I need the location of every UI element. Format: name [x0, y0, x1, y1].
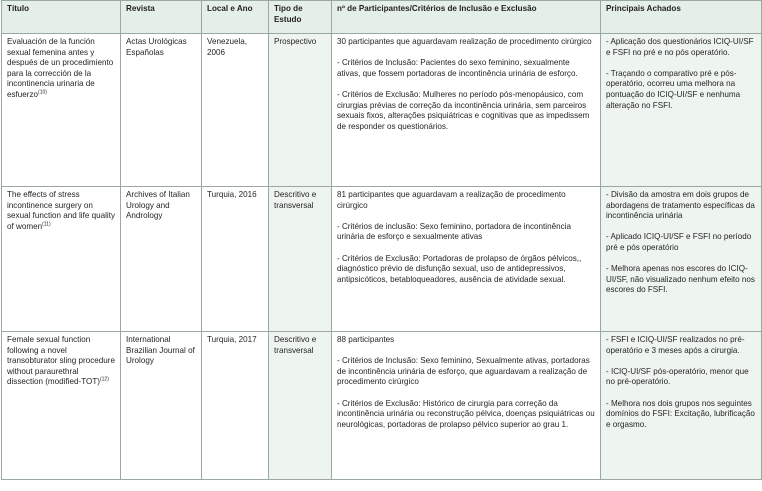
study-title: The effects of stress incontinence surgery on sexual function and life quality of women: [7, 190, 115, 231]
participants-count: 81 participantes que aguardavam a realização de procedimento cirúrgico: [337, 190, 566, 210]
exclusion-criteria: - Critérios de Exclusão: Portadoras de prolapso de órgãos pélvicos,, diagnóstico prévio de disfunção sexual, uso de antidepressivos, antipsicóticos, betabloqueadores, ausência de atividade sexual.: [337, 253, 582, 284]
location-cell: Turquia, 2016: [202, 187, 269, 332]
table-row: [2, 187, 762, 332]
criteria-cell: [332, 332, 601, 480]
journal-cell: Actas Urológicas Españolas: [121, 34, 202, 187]
header-tipo-estudo: Tipo de Estudo: [269, 1, 332, 34]
criteria-cell: [332, 34, 601, 187]
studies-table: [1, 0, 762, 480]
reference-number: (11): [42, 221, 51, 228]
study-title: Evaluación de la función sexual femenina antes y después de un procedimiento para la corrección de la incontinencia urinaria de esfuerzo: [7, 37, 114, 99]
finding-item: - Melhora apenas nos escores do ICIQ-UI/SF, não visualizado nenhum efeito nos escores do FSFI.: [606, 264, 755, 295]
study-type-cell: Prospectivo: [269, 34, 332, 187]
finding-item: - Aplicação dos questionários ICIQ-UI/SF e FSFI no pré e no pós operatório.: [606, 37, 754, 57]
findings-cell: [601, 332, 762, 480]
reference-number: (12): [99, 376, 109, 383]
study-title-cell: [2, 34, 121, 187]
header-row: [2, 1, 762, 34]
journal-cell: International Brazilian Journal of Urology: [121, 332, 202, 480]
findings-cell: [601, 187, 762, 332]
reference-number: (10): [38, 89, 47, 96]
header-participantes: nº de Participantes/Critérios de Inclusão e Exclusão: [332, 1, 601, 34]
study-title-cell: [2, 187, 121, 332]
finding-item: - ICIQ-UI/SF pós-operatório, menor que no pré-operatório.: [606, 366, 749, 387]
criteria-cell: [332, 187, 601, 332]
study-title: Female sexual function following a novel transobturator sling procedure without paraurethral dissection (modified-TOT): [7, 335, 115, 387]
header-achados: Principais Achados: [601, 1, 762, 34]
location-cell: Turquia, 2017: [202, 332, 269, 480]
study-type-cell: Descritivo e transversal: [269, 187, 332, 332]
finding-item: - Divisão da amostra em dois grupos de abordagens de tratamento específicas da incontinência urinária: [606, 190, 755, 221]
finding-item: - Aplicado ICIQ-UI/SF e FSFI no período pré e pós operatório: [606, 232, 752, 252]
findings-cell: [601, 34, 762, 187]
participants-count: 30 participantes que aguardavam realização de procedimento cirúrgico: [337, 37, 592, 46]
table-row: [2, 34, 762, 187]
exclusion-criteria: - Critérios de Exclusão: Histórico de cirurgia para correção da incontinência urinária ou reconstrução pélvica, doenças psiquiátricas ou neurológicas, portadoras de prolapso pélvico superior ao grau 1.: [337, 398, 595, 429]
exclusion-criteria: - Critérios de Exclusão: Mulheres no período pós-menopáusico, com cirurgias prévias de correção da incontinência urinária, sem parceiros sexuais fixos, alterações psiquiátricas e cognitivas que as impedissem de responder os questionários.: [337, 89, 590, 131]
finding-item: - Traçando o comparativo pré e pós-operatório, ocorreu uma melhora na pontuação do ICIQ-UI/SF e nenhuma alteração no FSFI.: [606, 68, 741, 110]
journal-cell: Archives of Italian Urology and Andrology: [121, 187, 202, 332]
study-type-cell: Descritivo e transversal: [269, 332, 332, 480]
finding-item: - Melhora nos dois grupos nos seguintes domínios do FSFI: Excitação, lubrificação e orgasmo.: [606, 398, 755, 429]
header-revista: Revista: [121, 1, 202, 34]
header-titulo: Título: [2, 1, 121, 34]
table-row: [2, 332, 762, 480]
study-title-cell: [2, 332, 121, 480]
inclusion-criteria: - Critérios de Inclusão: Pacientes do sexo feminino, sexualmente ativas, que fossem portadoras de incontinência urinária de esforço.: [337, 58, 578, 78]
inclusion-criteria: - Critérios de Inclusão: Sexo feminino, Sexualmente ativas, portadoras de incontinência urinária de esforço, que aguardavam a realização de procedimento cirúrgico: [337, 356, 590, 387]
participants-count: 88 participantes: [337, 335, 395, 344]
header-local-ano: Local e Ano: [202, 1, 269, 34]
finding-item: - FSFI e ICIQ-UI/SF realizados no pré-operatório e 3 meses após a cirurgia.: [606, 335, 745, 355]
inclusion-criteria: - Critérios de inclusão: Sexo feminino, portadora de incontinência urinária de esforço e sexualmente ativas: [337, 221, 571, 242]
location-cell: Venezuela, 2006: [202, 34, 269, 187]
